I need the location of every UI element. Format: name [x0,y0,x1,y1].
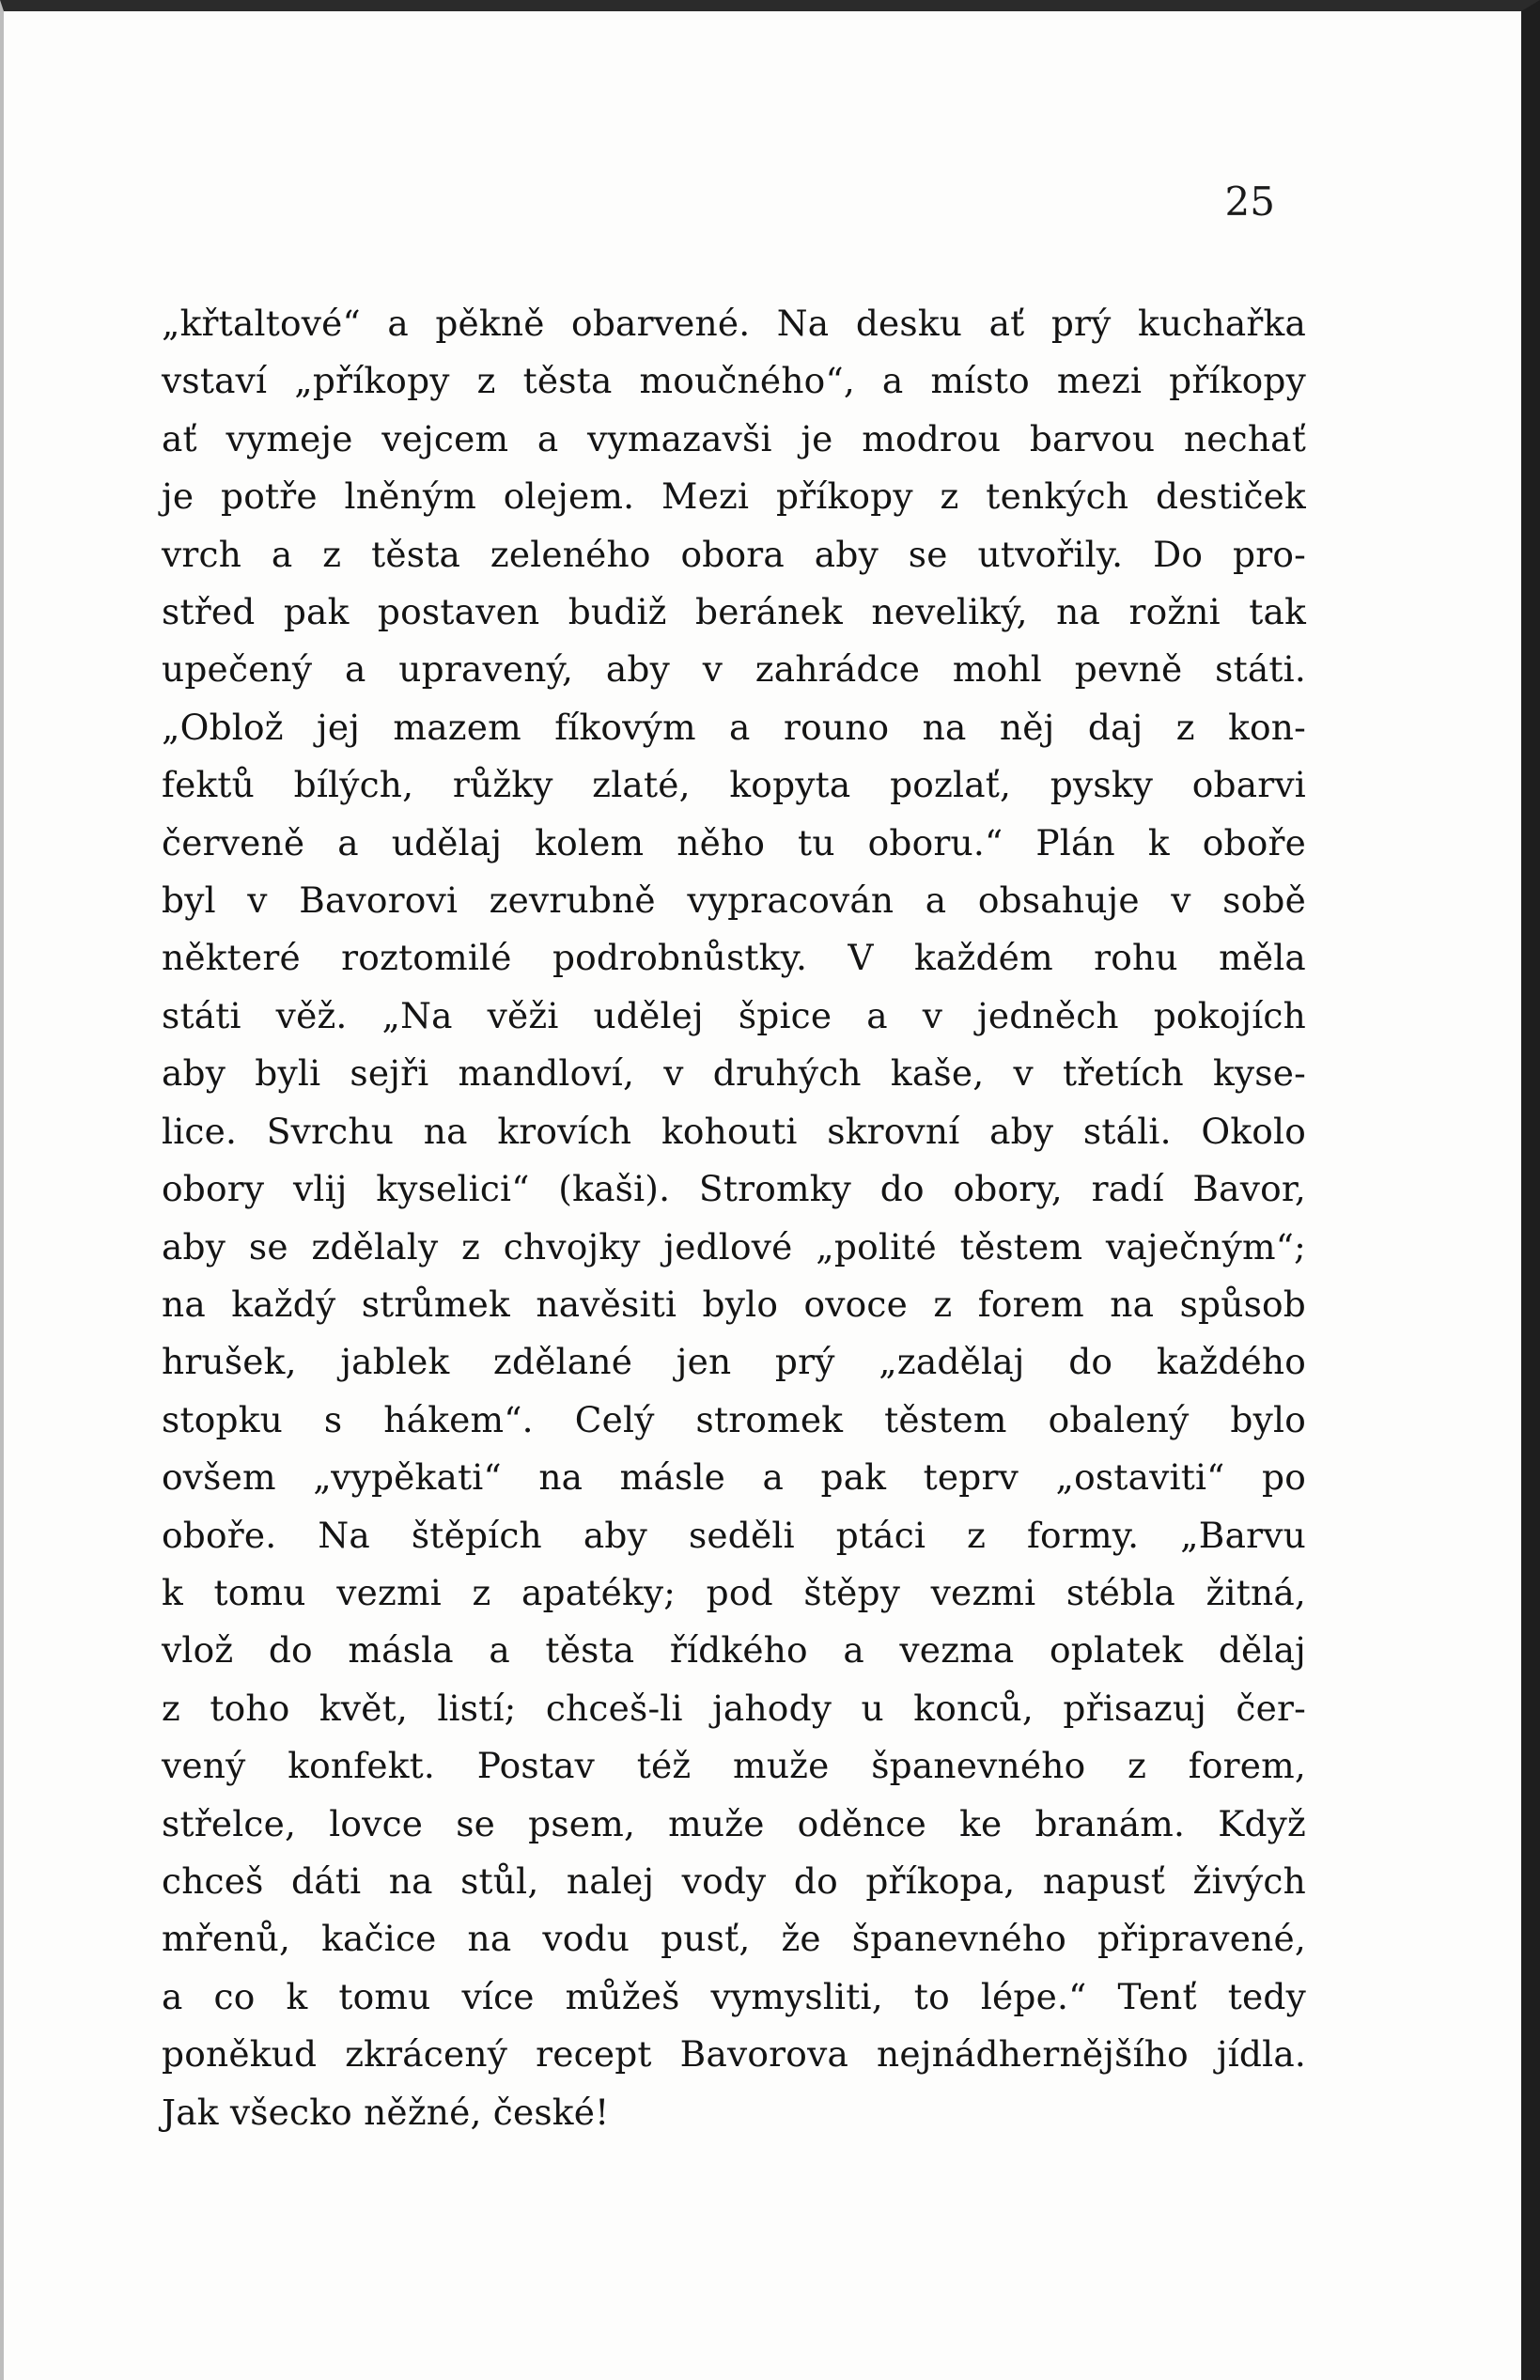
text-line-5: vrch a z těsta zeleného obora aby se utvořily. Do pro- [162,533,1306,575]
text-line-7: upečený a upravený, aby v zahrádce mohl pevně státi. [162,648,1306,691]
text-line-2: vstaví „příkopy z těsta moučného“, a místo mezi příkopy [162,360,1306,402]
text-line-20: stopku s hákem“. Celý stromek těstem obalený bylo [162,1398,1306,1440]
text-line-18: na každý strůmek navěsiti bylo ovoce z forem na spůsob [162,1283,1306,1325]
text-line-6: střed pak postaven budiž beránek neveliký, na rožni tak [162,591,1306,633]
text-line-11: byl v Bavorovi zevrubně vypracován a obsahuje v sobě [162,879,1306,922]
text-line-3: ať vymeje vejcem a vymazavši je modrou barvou nechať [162,417,1306,459]
text-line-12: některé roztomilé podrobnůstky. V každém rohu měla [162,937,1306,979]
text-line-22: oboře. Na štěpích aby seděli ptáci z formy. „Barvu [162,1514,1306,1556]
text-line-31: poněkud zkrácený recept Bavorova nejnádhernějšího jídla. [162,2033,1306,2076]
text-line-24: vlož do másla a těsta řídkého a vezma oplatek dělaj [162,1629,1306,1672]
text-line-23: k tomu vezmi z apatéky; pod štěpy vezmi stébla žitná, [162,1571,1306,1613]
text-line-10: červeně a udělaj kolem něho tu oboru.“ Plán k oboře [162,821,1306,863]
text-line-32: Jak všecko něžné, české! [162,2091,610,2133]
text-line-1: „křtaltové“ a pěkně obarvené. Na desku ať prý kuchařka [162,303,1306,344]
text-line-30: a co k tomu více můžeš vymysliti, to lépe.“ Tenť tedy [162,1975,1306,2017]
text-line-28: chceš dáti na stůl, nalej vody do příkopa, napusť živých [162,1859,1306,1902]
text-line-17: aby se zdělaly z chvojky jedlové „polité těstem vaječným“; [162,1225,1306,1268]
text-line-25: z toho květ, listí; chceš-li jahody u konců, přisazuj čer- [162,1687,1306,1729]
text-line-21: ovšem „vypěkati“ na másle a pak teprv „ostaviti“ po [162,1456,1306,1499]
page-number: 25 [1224,179,1275,225]
text-line-29: mřenů, kačice na vodu pusť, že španevného připravené, [162,1918,1306,1960]
text-line-15: lice. Svrchu na krovích kohouti skrovní aby stáli. Okolo [162,1110,1306,1152]
text-line-14: aby byli sejři mandloví, v druhých kaše, v třetích kyse- [162,1052,1306,1095]
text-line-8: „Oblož jej mazem fíkovým a rouno na něj daj z kon- [162,706,1306,748]
body-text [162,295,1306,2141]
text-line-26: vený konfekt. Postav též muže španevného z forem, [162,1745,1306,1787]
text-line-19: hrušek, jablek zdělané jen prý „zadělaj do každého [162,1341,1306,1383]
text-line-13: státi věž. „Na věži udělej špice a v jedněch pokojích [162,994,1306,1036]
text-line-16: obory vlij kyselici“ (kaši). Stromky do obory, radí Bavor, [162,1168,1306,1210]
text-line-27: střelce, lovce se psem, muže oděnce ke branám. Když [162,1802,1306,1844]
text-line-9: fektů bílých, růžky zlaté, kopyta pozlať, pysky obarvi [162,764,1306,806]
text-line-4: je potře lněným olejem. Mezi příkopy z tenkých destiček [162,475,1306,518]
